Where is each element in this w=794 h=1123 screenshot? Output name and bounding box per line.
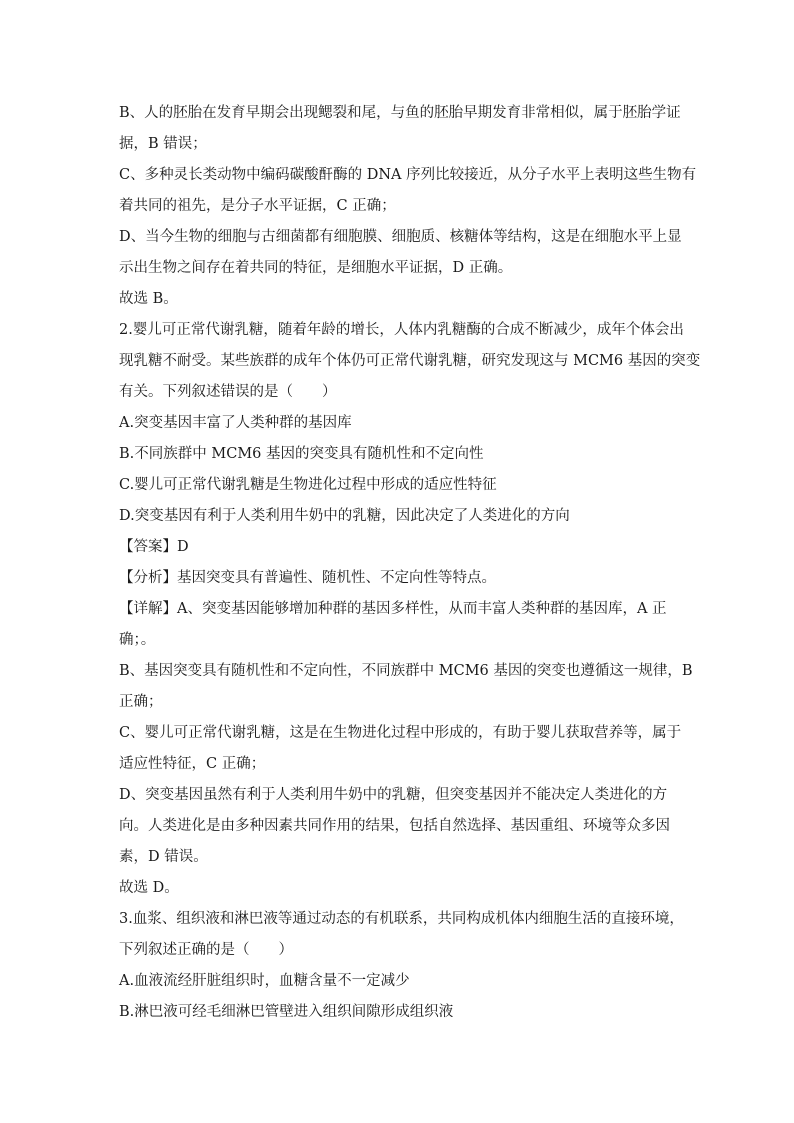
question-3-option-a: A.血液流经肝脏组织时，血糖含量不一定减少 (119, 973, 410, 989)
question-2-option-c: C.婴儿可正常代谢乳糖是生物进化过程中形成的适应性特征 (119, 477, 497, 493)
answer-line: 【答案】D (119, 539, 189, 555)
text-line: 据，B 错误； (119, 136, 207, 152)
explanation-line: 正确； (119, 694, 163, 710)
question-2-option-d: D.突变基因有利于人类利用牛奶中的乳糖，因此决定了人类进化的方向 (119, 508, 570, 524)
text-line: 着共同的祖先，是分子水平证据，C 正确； (119, 198, 396, 214)
explanation-line: C、婴儿可正常代谢乳糖，这是在生物进化过程中形成的，有助于婴儿获取营养等，属于 (119, 725, 682, 741)
explanation-line: 素，D 错误。 (119, 849, 208, 865)
text-line: 示出生物之间存在着共同的特征，是细胞水平证据，D 正确。 (119, 260, 513, 276)
question-3-option-b: B.淋巴液可经毛细淋巴管壁进入组织间隙形成组织液 (119, 1004, 454, 1020)
explanation-line: 确；。 (119, 632, 156, 648)
question-3-stem: 下列叙述正确的是（ ） (119, 942, 293, 958)
explanation-line: B、基因突变具有随机性和不定向性，不同族群中 MCM6 基因的突变也遵循这一规律，B (119, 663, 693, 679)
explanation-line: 向。人类进化是由多种因素共同作用的结果，包括自然选择、基因重组、环境等众多因 (119, 818, 670, 834)
explanation-line: 适应性特征，C 正确； (119, 756, 266, 772)
explanation-line: D、突变基因虽然有利于人类利用牛奶中的乳糖，但突变基因并不能决定人类进化的方 (119, 787, 668, 803)
text-line: B、人的胚胎在发育早期会出现鳃裂和尾，与鱼的胚胎早期发育非常相似，属于胚胎学证 (119, 105, 681, 121)
question-2-stem: 有关。下列叙述错误的是（ ） (119, 384, 337, 400)
explanation-line: 【详解】A、突变基因能够增加种群的基因多样性，从而丰富人类种群的基因库，A 正 (119, 601, 667, 617)
text-line: C、多种灵长类动物中编码碳酸酐酶的 DNA 序列比较接近，从分子水平上表明这些生物有 (119, 167, 697, 183)
analysis-line: 【分析】基因突变具有普遍性、随机性、不定向性等特点。 (119, 570, 496, 586)
text-line: 故选 B。 (119, 291, 178, 307)
conclusion-line: 故选 D。 (119, 880, 179, 896)
question-2-option-a: A.突变基因丰富了人类种群的基因库 (119, 415, 352, 431)
document-body (119, 98, 701, 1028)
question-2-option-b: B.不同族群中 MCM6 基因的突变具有随机性和不定向性 (119, 446, 484, 462)
question-2-stem: 2.婴儿可正常代谢乳糖，随着年龄的增长，人体内乳糖酶的合成不断减少，成年个体会出 (119, 322, 684, 338)
question-2-stem: 现乳糖不耐受。某些族群的成年个体仍可正常代谢乳糖，研究发现这与 MCM6 基因的突变 (119, 353, 701, 369)
question-3-stem: 3.血浆、组织液和淋巴液等通过动态的有机联系，共同构成机体内细胞生活的直接环境， (119, 911, 684, 927)
text-line: D、当今生物的细胞与古细菌都有细胞膜、细胞质、核糖体等结构，这是在细胞水平上显 (119, 229, 682, 245)
